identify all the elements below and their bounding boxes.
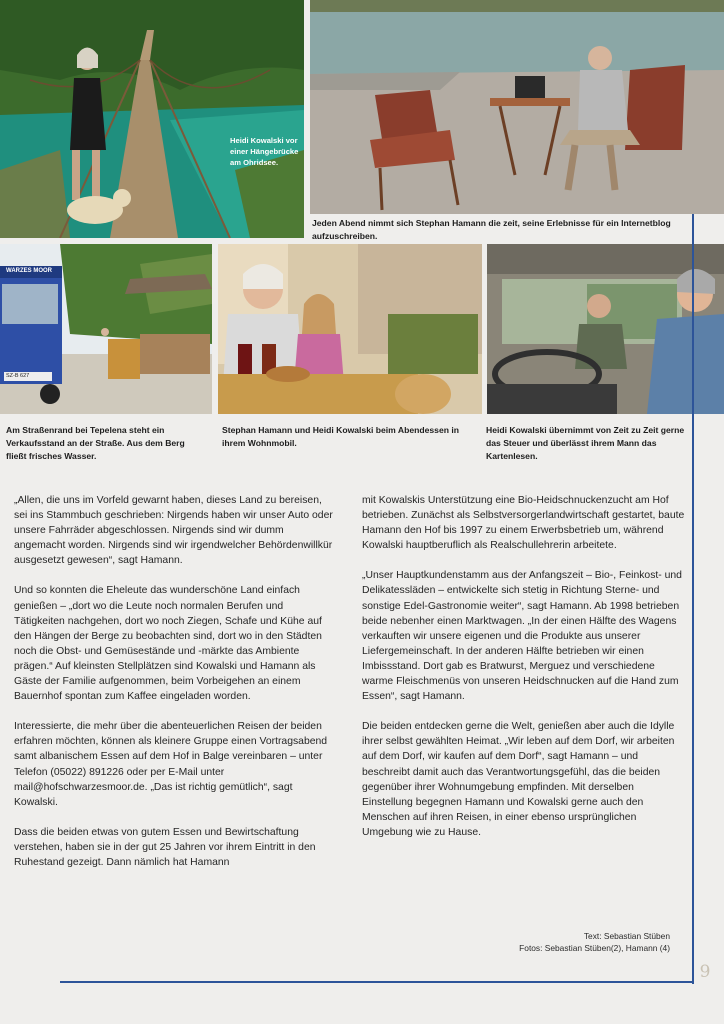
text-credit: Text: Sebastian Stüben bbox=[583, 931, 670, 941]
credits bbox=[486, 930, 670, 954]
license-plate: SZ-B 627 bbox=[6, 373, 30, 379]
dinner-photo bbox=[218, 244, 482, 414]
truck-photo bbox=[0, 244, 212, 414]
article-paragraph: Interessierte, die mehr über die abenteuerlichen Reisen der beiden erfahren möchten, können als kleinere Gruppe einen Vortragsabend samt albanischem Essen auf dem Hof in Balge vereinbaren – unter Telefon (05022) 891226 oder per E-Mail unter mail@hofschwarzesmoor.de. „Das ist richtig gemütlich“, sagt Kowalski. bbox=[14, 721, 328, 808]
article-paragraph: Dass die beiden etwas von gutem Essen und Bewirtschaftung verstehen, haben sie in der gut 25 Jahren vor ihrem Eintritt in den Ruhestand gezeigt. Dann nämlich hat Hamann bbox=[14, 826, 316, 868]
photo-credit: Fotos: Sebastian Stüben(2), Hamann (4) bbox=[519, 943, 670, 953]
article-column-left bbox=[14, 493, 336, 885]
page-number: 9 bbox=[699, 962, 711, 982]
article-paragraph: Die beiden entdecken gerne die Welt, genießen aber auch die Idylle ihrer selbst gewählten Heimat. „Wir leben auf dem Dorf, wir arbeiten auf dem Dorf, wir kaufen auf dem Dorf“, sagt Hamann – und beschreibt damit auch das Verantwortungsgefühl, das die beiden gegenüber ihrer Wohnumgebung empfinden. Mit derselben Einstellung begegnen Hamann und Kowalski gerne auch den Menschen auf ihren Reisen, in einer ebenso ursprünglichen Umgebung wie zu Hause. bbox=[362, 721, 675, 838]
cab-photo bbox=[487, 244, 724, 414]
article-column-right bbox=[362, 493, 686, 855]
river-caption: Jeden Abend nimmt sich Stephan Hamann die zeit, seine Erlebnisse für ein Internetblog aufzuschreiben. bbox=[312, 218, 671, 241]
river-laptop-photo bbox=[310, 0, 724, 214]
article-paragraph: Und so konnten die Eheleute das wunderschöne Land einfach genießen – „dort wo die Leute noch normalen Berufen und Tätigkeiten nachgehen, dort wo noch Ziegen, Schafe und Kühe auf den Hängen der Berge zu beobachten sind, dort wo in den Städten noch die Obst- und Gemüsestände und -märkte das Ambiente prägen.“ Auf kleinsten Stellplätzen sind Kowalski und Hamann als Gäste der Familie aufgenommen, beim Vorbeigehen an einem Bauernhof spontan zum Kaffee eingeladen worden. bbox=[14, 585, 322, 703]
dinner-caption: Stephan Hamann und Heidi Kowalski beim Abendessen in ihrem Wohnmobil. bbox=[222, 425, 460, 448]
truck-sign: WARZES MOOR bbox=[6, 268, 52, 274]
truck-caption: Am Straßenrand bei Tepelena steht ein Verkaufsstand an der Straße. Aus dem Berg fließt frisches Wasser. bbox=[6, 425, 185, 461]
article-paragraph: „Unser Hauptkundenstamm aus der Anfangszeit – Bio-, Feinkost- und Delikatessläden – entwickelte sich stetig in Richtung Sterne- und sonstige Edel-Gastronomie weiter“, sagt Hamann. Ab 1998 betrieben beide nebenher einen Marktwagen. „In der einen Hälfte des Wagens verkauften wir unsere eigenen und die Produkte aus unserer Liefergemeinschaft. In der anderen Hälfte betrieben wir einen Imbissstand. Dort gab es Bratwurst, Merguez und verschiedene warme Fleischmenüs von unseren Heidschnucken auf die Hand zum Essen“, sagt Hamann. bbox=[362, 570, 682, 703]
accent-rule-vertical bbox=[692, 214, 694, 984]
accent-rule-horizontal bbox=[60, 981, 692, 983]
bridge-photo bbox=[0, 0, 304, 238]
article-paragraph: „Allen, die uns im Vorfeld gewarnt haben, dieses Land zu bereisen, sei ins Stammbuch geschrieben: Nirgends haben wir unser Auto oder unsere Fahrräder abgeschlossen. Nirgends sind wir dumm angemacht worden. Nirgends sind wir irgendwelcher Behördenwillkür ausgesetzt gewesen“, sagt Hamann. bbox=[14, 495, 333, 567]
article-paragraph: mit Kowalskis Unterstützung eine Bio-Heidschnuckenzucht am Hof betrieben. Zunächst als Selbstversorgerlandwirtschaft gestartet, baute Hamann den Hof bis 1997 zu einem Erwerbsbetrieb um, während Kowalski hauptberuflich als Realschullehrerin arbeitete. bbox=[362, 495, 685, 552]
cab-caption: Heidi Kowalski übernimmt von Zeit zu Zeit gerne das Steuer und überlässt ihrem Mann das Kartenlesen. bbox=[486, 425, 685, 461]
bridge-caption: Heidi Kowalski vor einer Hängebrücke am Ohridsee. bbox=[230, 136, 299, 167]
